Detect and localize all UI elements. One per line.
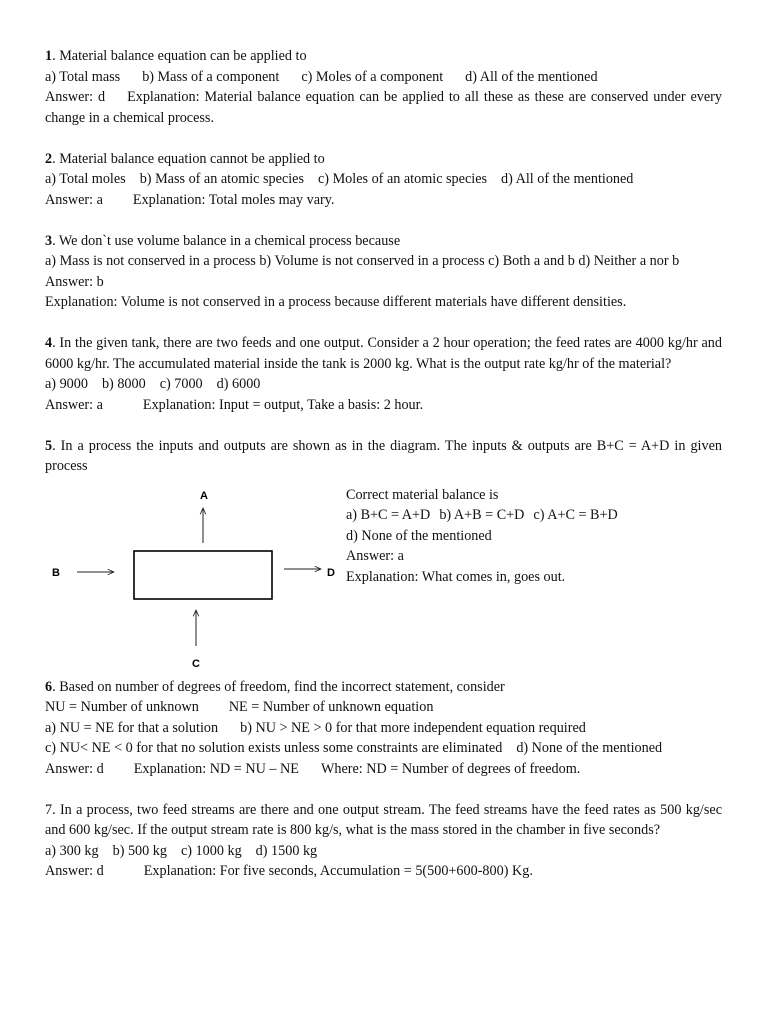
option-c: c) Moles of an atomic species — [318, 171, 488, 187]
option-b: b) Mass of an atomic species — [139, 171, 304, 187]
question-number: 3 — [45, 232, 53, 249]
option-c: c) NU< NE < 0 for that no solution exists unless some constraints are eliminated — [45, 740, 503, 756]
options-line — [45, 841, 722, 862]
option-c: c) 1000 kg — [180, 842, 242, 859]
option-c: c) Moles of a component — [301, 68, 444, 85]
answer-explanation — [45, 190, 722, 211]
document-page — [45, 46, 722, 882]
answer-explanation — [45, 395, 722, 416]
answer: Answer: a — [45, 396, 103, 413]
option-a: a) B+C = A+D — [346, 507, 431, 523]
label-d: D — [327, 566, 335, 579]
answer: Answer: a — [346, 548, 404, 564]
q5-answer-block — [346, 485, 618, 588]
question-text: 7. In a process, two feed streams are there and one output stream. The feed streams have the feed rates as 500 kg/sec and 600 kg/sec. If the output stream rate is 800 kg/s, what is the mass stored in the chamber in five seconds? — [45, 801, 722, 838]
question-1 — [45, 46, 722, 128]
label-a: A — [200, 489, 208, 502]
answer: Answer: d — [45, 863, 104, 879]
explanation: Explanation: ND = NU – NE — [133, 760, 299, 777]
option-d: d) All of the mentioned — [465, 68, 598, 85]
question-6 — [45, 677, 722, 780]
explanation: Explanation: Volume is not conserved in a process because different materials have different densities. — [45, 294, 627, 310]
question-number: 2 — [45, 150, 53, 167]
explanation: Explanation: What comes in, goes out. — [346, 568, 566, 585]
question-7 — [45, 800, 722, 882]
option-d: d) None of the mentioned — [346, 527, 492, 544]
question-number: 5 — [45, 437, 53, 454]
label-c: C — [192, 657, 200, 670]
option-b: b) A+B = C+D — [439, 507, 525, 523]
answer: Answer: d — [45, 760, 104, 777]
process-box — [134, 551, 272, 599]
question-text: . We don`t use volume balance in a chemical process because — [52, 232, 401, 249]
question-text: . In a process the inputs and outputs are shown as in the diagram. The inputs & outputs are B+C = A+D in given process — [45, 437, 722, 474]
process-diagram — [45, 477, 345, 677]
option-a: a) 300 kg — [45, 842, 99, 859]
prompt: Correct material balance is — [346, 486, 499, 503]
option-a: a) Total moles — [45, 171, 126, 187]
options-line — [45, 67, 722, 88]
question-text: . Based on number of degrees of freedom, find the incorrect statement, consider — [52, 678, 505, 695]
option-a: a) Total mass — [45, 68, 121, 85]
options-line — [45, 169, 722, 190]
explanation: Explanation: For five seconds, Accumulation = 5(500+600-800) Kg. — [143, 863, 533, 879]
option-a: a) NU = NE for that a solution — [45, 719, 219, 736]
answer: Answer: d — [45, 89, 106, 105]
options-line — [45, 374, 722, 395]
answer: Answer: a — [45, 191, 103, 208]
option-c: c) 7000 — [159, 376, 203, 392]
options-line — [45, 738, 722, 759]
question-number: 6 — [45, 678, 53, 695]
question-number: 1 — [45, 48, 53, 64]
where-note: Where: ND = Number of degrees of freedom. — [320, 760, 581, 777]
option-d: d) 1500 kg — [255, 842, 318, 859]
question-2 — [45, 149, 722, 211]
option-b: b) NU > NE > 0 for that more independent equation required — [240, 719, 586, 736]
option-b: b) Mass of a component — [142, 68, 280, 85]
question-text: . Material balance equation can be applied to — [52, 48, 307, 64]
question-3 — [45, 231, 722, 313]
option-c: c) A+C = B+D — [533, 507, 618, 523]
option-d: d) All of the mentioned — [501, 171, 634, 187]
answer-explanation — [45, 87, 722, 128]
question-5 — [45, 436, 722, 677]
explanation: Explanation: Material balance equation can be applied to all these as these are conserved under every change in a chemical process. — [45, 89, 722, 126]
options-line — [45, 718, 722, 739]
explanation: Explanation: Input = output, Take a basis: 2 hour. — [142, 396, 424, 413]
options-line: a) Mass is not conserved in a process b) Volume is not conserved in a process c) Both a and b d) Neither a nor b — [45, 253, 680, 269]
explanation: Explanation: Total moles may vary. — [132, 191, 335, 208]
definition-nu: NU = Number of unknown — [45, 699, 199, 715]
question-text: . Material balance equation cannot be applied to — [52, 150, 325, 167]
option-d: d) None of the mentioned — [516, 740, 663, 756]
question-number: 4 — [45, 335, 53, 351]
definition-ne: NE = Number of unknown equation — [228, 699, 434, 715]
option-d: d) 6000 — [216, 376, 261, 392]
answer: Answer: b — [45, 273, 104, 290]
answer-explanation — [45, 759, 722, 780]
option-a: a) 9000 — [45, 376, 88, 392]
option-b: b) 500 kg — [112, 842, 167, 859]
definitions-line — [45, 697, 722, 718]
question-4 — [45, 333, 722, 415]
question-text: . In the given tank, there are two feeds and one output. Consider a 2 hour operation; the feed rates are 4000 kg/hr and 6000 kg/hr. The accumulated material inside the tank is 2000 kg. What is the output rate kg/hr of the material? — [45, 335, 722, 372]
label-b: B — [52, 566, 60, 579]
option-b: b) 8000 — [101, 376, 146, 392]
options-line — [346, 505, 618, 526]
answer-explanation — [45, 861, 722, 882]
